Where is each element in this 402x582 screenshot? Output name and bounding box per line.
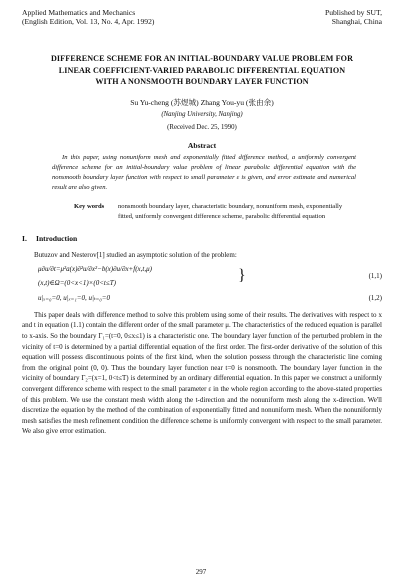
body-paragraph: This paper deals with difference method to solve this problem using some of their results. The derivatives with respect to x and t in equation (1.1) contain the different order of the small parameter μ. The characteristics of the reduced equation is parallel to x-axis. So the boundary Γ₁=(t=0, 0≤x≤1) is a characteristic one. The boundary layer function of the perturbed problem in the vicinity of t=0 is determined by a partial differential equation of the first order. The first-order derivative of the solution of this equation will possess discontinuous points of the first kind, when the solution possess through the characteristic line coming from the original point (0, 0). Thus the boundary layer function near t=0 is nonsmooth. The boundary layer function in the vicinity of boundary Γ₂=(x=1, 0<t≤T) is determined by an ordinary differential equation. In this paper we construct a uniformly convergent difference scheme with respect to the small parameter ε in the whole region according to the above-stated properties of this problem. We use the constant mesh width along the t-direction and the nonuniform mesh along the x-direction. We'll discretize the equation by the method of the combination of exponentially fitted and nonuniform mesh. When the nonuniformly mesh satisfies the mesh refinement condition the difference scheme is uniformly convergent with respect to the small parameter. We also give error estimation. xyxy=(22,310,382,436)
equation-tag-2: (1,2) xyxy=(368,293,382,302)
section-title: Introduction xyxy=(36,234,78,244)
equation-tag-1: (1,1) xyxy=(368,271,382,280)
affiliation: (Nanjing University, Nanjing) xyxy=(161,110,243,118)
keywords-label: Key words xyxy=(74,202,105,210)
abstract-heading: Abstract xyxy=(187,140,217,150)
abstract-text: In this paper, using nonuniform mesh and exponentially fitted difference method, a uniformly convergent difference scheme for an initial-boundary value problem of linear parabolic differential equation with the nonsmooth boundary layer function with respect to small parameter ε is given, and error estimate and numerical result are also given. xyxy=(52,153,356,192)
equation-line-2: (x,t)∈Ω=(0<x<1)×(0<t≤T) xyxy=(38,278,116,287)
page-number: 297 xyxy=(195,568,207,576)
title-line-1: DIFFERENCE SCHEME FOR AN INITIAL-BOUNDARY VALUE PROBLEM FOR xyxy=(50,54,354,63)
journal-name: Applied Mathematics and Mechanics xyxy=(22,8,136,17)
paper-title xyxy=(22,53,382,88)
intro-paragraph: Butuzov and Nesterov[1] studied an asymptotic solution of the problem: xyxy=(34,251,237,260)
section-heading xyxy=(22,234,382,243)
publisher-name: Published by SUT, xyxy=(324,8,382,17)
equation-block xyxy=(38,264,382,306)
equation-line-3: u|ₓ₌₀=0, u|ₓ₌₁=0, u|ₜ₌₀=0 xyxy=(38,293,111,302)
running-header xyxy=(22,8,382,26)
publisher-info xyxy=(325,8,382,26)
received-date: (Received Dec. 25, 1990) xyxy=(167,123,237,131)
journal-edition: (English Edition, Vol. 13, No. 4, Apr. 1992) xyxy=(22,17,155,26)
section-number: I. xyxy=(22,234,27,244)
title-line-2: LINEAR COEFFICIENT-VARIED PARABOLIC DIFFERENTIAL EQUATION xyxy=(58,65,346,75)
equation-brace: } xyxy=(238,266,246,284)
equation-line-1: μ∂u/∂t=μ²a(x)∂²u/∂x²−b(x)∂u/∂x+f(x,t,μ) xyxy=(38,264,152,273)
authors: Su Yu-cheng (苏煜城) Zhang You-yu (张由余) xyxy=(130,97,274,107)
publisher-location: Shanghai, China xyxy=(331,17,382,26)
keywords-text: nonsmooth boundary layer, characteristic boundary, nonuniform mesh, exponentially fitted, uniformly convergent difference scheme, parabolic differential equation xyxy=(118,202,343,220)
journal-info xyxy=(22,8,154,26)
keywords xyxy=(74,202,352,223)
title-line-3: WITH A NONSMOOTH BOUNDARY LAYER FUNCTION xyxy=(95,77,309,86)
